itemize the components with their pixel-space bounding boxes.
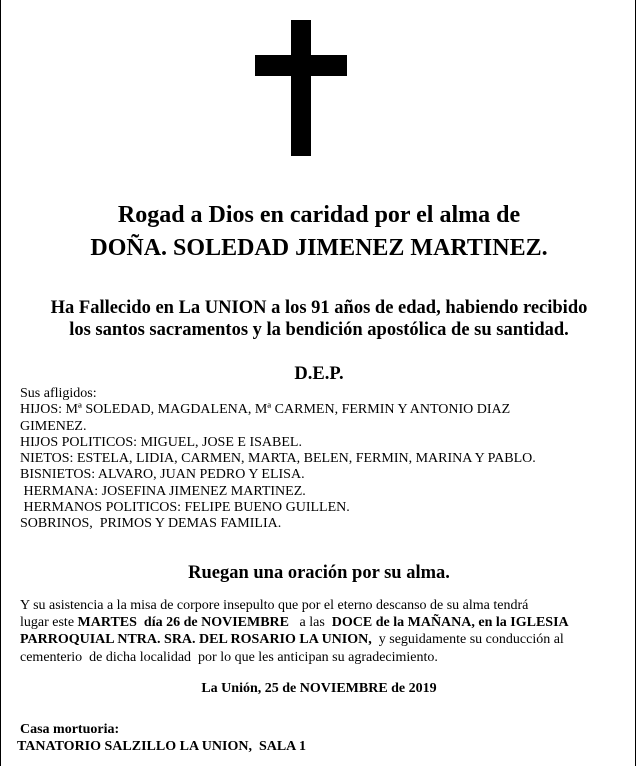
mourners-list [20,386,620,533]
mass-line-2 [20,614,630,631]
deceased-name: DOÑA. SOLEDAD JIMENEZ MARTINEZ. [90,235,548,261]
mass-church: PARROQUIAL NTRA. SRA. DEL ROSARIO LA UNION, [20,632,372,648]
mass-line-3 [20,631,630,648]
mass-line-3-b: y seguidamente su conducción al [371,632,564,648]
latin-cross-icon [1,0,636,160]
death-notice-line-1: Ha Fallecido en La UNION a los 91 años de edad, habiendo recibido [50,298,588,318]
mourners-intro: Sus afligidos: [20,386,97,401]
mass-line-4: cementerio de dicha localidad por lo que les anticipan su agradecimiento. [20,649,438,665]
mourner-line: BISNIETOS: ALVARO, JUAN PEDRO Y ELISA. [20,467,305,483]
mass-line-1: Y su asistencia a la misa de corpore insepulto que por el eterno descanso de su alma tendrá [20,598,529,613]
mourner-line: HIJOS: Mª SOLEDAD, MAGDALENA, Mª CARMEN, FERMIN Y ANTONIO DIAZ [20,402,511,418]
funeral-home-value: TANATORIO SALZILLO LA UNION, SALA 1 [17,739,307,754]
dep-heading: D.E.P. [294,364,344,384]
funeral-home-label: Casa mortuoria: [20,722,120,737]
death-notice-line-2: los santos sacramentos y la bendición apostólica de su santidad. [69,320,569,340]
mass-announcement [20,597,630,666]
mourner-line: HERMANOS POLITICOS: FELIPE BUENO GUILLEN. [20,500,350,516]
mourner-line: SOBRINOS, PRIMOS Y DEMAS FAMILIA. [20,516,282,532]
intro-line: Rogad a Dios en caridad por el alma de [117,202,521,228]
mass-time-place: DOCE de la MAÑANA, en la IGLESIA [331,615,569,631]
mourner-line: NIETOS: ESTELA, LIDIA, CARMEN, MARTA, BELEN, FERMIN, MARINA Y PABLO. [20,451,536,467]
mourner-line: HIJOS POLITICOS: MIGUEL, JOSE E ISABEL. [20,434,302,450]
mass-day: MARTES día 26 de NOVIEMBRE [77,615,290,631]
mourner-line: GIMENEZ. [20,418,87,434]
mass-line-2-a: lugar este [20,615,78,631]
prayer-request: Ruegan una oración por su alma. [188,563,450,583]
mass-line-2-c: a las [289,615,332,631]
date-line: La Unión, 25 de NOVIEMBRE de 2019 [201,681,437,696]
mourner-line: HERMANA: JOSEFINA JIMENEZ MARTINEZ. [20,483,306,499]
